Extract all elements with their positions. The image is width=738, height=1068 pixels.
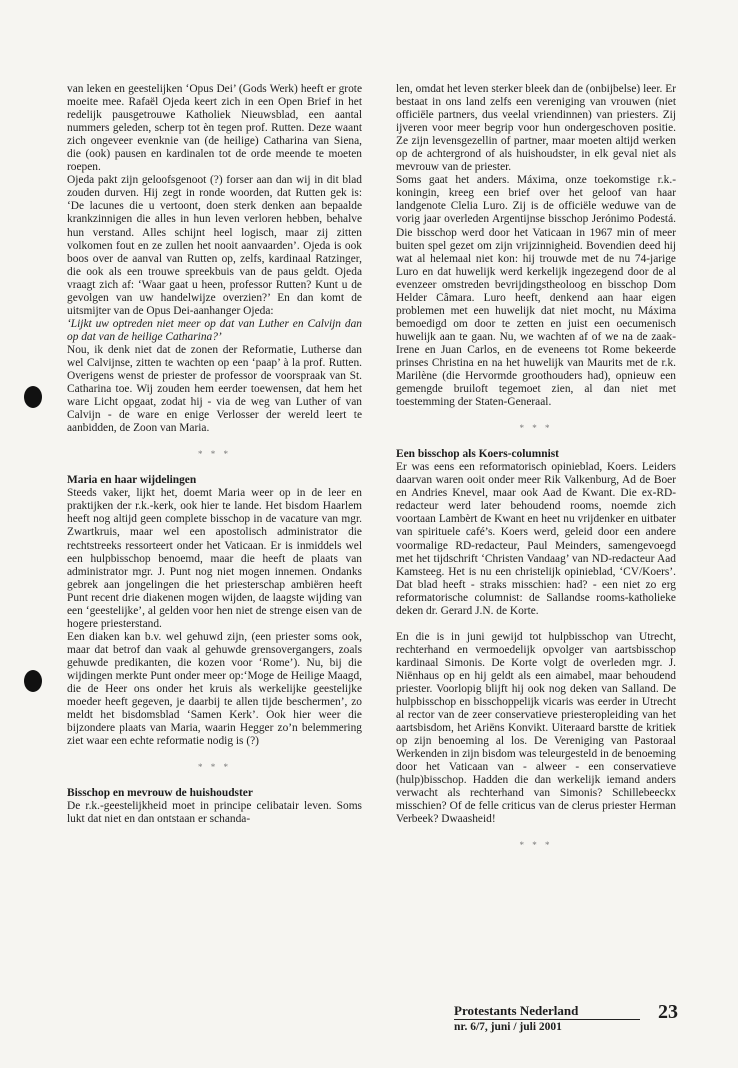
page-footer — [454, 1001, 694, 1033]
left-column — [67, 83, 362, 826]
body-paragraph: Soms gaat het anders. Máxima, onze toekomstige r.k.-koningin, kreeg een brief over het geloof van haar landgenote Clelia Luro. Zij is de officiële weduwe van de vorig jaar overleden Argentijnse bisschop Jerónimo Podestá. Die bisschop werd door het Vaticaan in 1967 min of meer buiten spel gezet om zijn vrijzinnigheid. Bovendien deed hij wat al helemaal niet kon: hij trouwde met de nu 74-jarige Luro en dat huwelijk werd kerkelijk ingezegend door de al evenzeer omstreden bevrijdingstheoloog en bisschop Dom Helder Câmara. Luro heeft, denkend aan haar eigen problemen met een huwelijk dat niet mocht, nu Máxima bemoedigd om door te zetten en juist een oecumenisch huwelijk aan te gaan. Nu, we wachten af of we na de zaak-Irene en Juan Carlos, en de eveneens tot Rome bekeerde prinses Christina en na het huwelijk van Maurits met de r.k. Marilène (die Hervormde groothouders had), opnieuw een gemengde bruiloft tegemoet zien, al dan niet met toestemming der Staten-Generaal. — [396, 174, 676, 409]
body-paragraph: van leken en geestelijken ‘Opus Dei’ (Gods Werk) heeft er grote moeite mee. Rafaël Ojeda keert zich in een Open Brief in het redelijk pausgetrouwe Katholiek Nieuwsblad, een aantal nummers geleden, scherp tot èn tegen prof. Rutten. Deze waant zich ongeveer evenknie van (de heilige) Catharina van Siena, die (ook) pausen en kardinalen tot de orde meende te moeten roepen. — [67, 83, 362, 174]
right-column — [396, 83, 676, 852]
section-heading: Een bisschop als Koers-columnist — [396, 448, 559, 461]
body-paragraph: De r.k.-geestelijkheid moet in principe celibatair leven. Soms lukt dat niet en dan ontstaan er schanda- — [67, 800, 362, 826]
section-heading: Maria en haar wijdelingen — [67, 474, 197, 487]
body-paragraph: Ojeda pakt zijn geloofsgenoot (?) forser aan dan wij in dit blad zouden durven. Hij zegt in ronde woorden, dat Rutten gek is: ‘De lacunes die u vertoont, doen sterk denken aan bepaalde krankzinnigen die alles in hun leven verloren hebben, behalve hun verstand. Alles schijnt heel logisch, maar zij zitten volkomen fout en ze zullen het nooit aanvaarden’. Ojeda is ook boos over de aanval van Rutten op, zelfs, kardinaal Ratzinger, die ook als een trouwe spreekbuis van de paus geldt. Ojeda vraagt zich af: ‘Waar gaat u heen, professor Rutten? Kunt u de gevolgen van uw handelwijze overzien?’ En dan komt de uitsmijter van de Opus Dei-aanhanger Ojeda: — [67, 174, 362, 317]
section-separator: * * * — [519, 840, 553, 851]
issue-info: nr. 6/7, juni / juli 2001 — [454, 1021, 562, 1033]
page-number: 23 — [658, 1001, 678, 1023]
section-separator: * * * — [519, 423, 553, 434]
binder-hole-bottom — [24, 670, 42, 692]
publication-name: Protestants Nederland — [454, 1003, 579, 1018]
footer-rule — [454, 1019, 640, 1020]
body-paragraph: Er was eens een reformatorisch opinieblad, Koers. Leiders daarvan waren ooit onder meer Rik Valkenburg, Ad de Boer en Andries Knevel, maar ook Aad de Kwant. Die ex-RD-redacteur werd later behoudend rooms, noemde zich voortaan Lambèrt de Kwant en heet nu vrijdenker en uitbater van spirituele café’s. Koers werd, geleid door een andere voormalige RD-redacteur, Paul Meinders, samengevoegd met het tijdschrift ‘Christen Vandaag’ van ND-redacteur Aad Kamsteeg. Het is nu een christelijk opinieblad, ‘CV/Koers’. Dat blad heeft - straks misschien: had? - een niet zo erg reformatorische columnist: de Sallandse rooms-katholieke deken dr. Gerard J.N. de Korte. — [396, 461, 676, 617]
quote-italic: ‘Lijkt uw optreden niet meer op dat van Luther en Calvijn dan op dat van de heilige Catharina?’ — [67, 317, 362, 343]
body-paragraph: Steeds vaker, lijkt het, doemt Maria weer op in de leer en praktijken der r.k.-kerk, ook hier te lande. Het bisdom Haarlem heeft nog altijd geen complete bisschop in de vacature van mgr. Zwartkruis, maar wel een apostolisch administrator die rechtstreeks ressorteert onder het Vaticaan. Er is inmiddels wel een hulpbisschop benoemd, maar die heeft de plaats van administrator mgr. J. Punt nog niet mogen innemen. Ondanks gebrek aan jongelingen die het priesterschap ambiëren heeft Punt recent drie diakenen mogen wijden, de laagste wijding van een ‘geestelijke’, al gelden voor hen niet de strenge eisen van de hogere priesterstand. — [67, 487, 362, 630]
body-paragraph: len, omdat het leven sterker bleek dan de (onbijbelse) leer. Er bestaat in ons land zelfs een vereniging van vrouwen (niet officiële partners, dus veelal vriendinnen) van priesters. Zij ijveren voor meer begrip voor hun ondergeschoven positie. Ze zijn levensgezellin of partner, maar moeten altijd werken op de achtergrond of als huishoudster, in elk geval niet als mevrouw van de priester. — [396, 83, 676, 174]
binder-hole-top — [24, 386, 42, 408]
section-separator: * * * — [198, 449, 231, 460]
section-separator: * * * — [198, 762, 231, 773]
body-paragraph: En die is in juni gewijd tot hulpbisschop van Utrecht, rechterhand en vermoedelijk opvolger van aartsbisschop kardinaal Simonis. De Korte volgt de overleden mgr. J. Niënhaus op en hij geldt als een aimabel, maar behoudend priester. Voorlopig blijft hij ook nog deken van Salland. De hulpbisschop en bisschoppelijk vicaris was eerder in Utrecht al rector van de zeer conservatieve priesteropleiding van het aartsbisdom, het Ariëns Konvikt. Uiteraard barstte de kritiek op zijn benoeming al los. De Vereniging van Pastoraal Werkenden in zijn bisdom was teleurgesteld in de benoeming door het Vaticaan van - alweer - een conservatieve (hulp)bisschop. Hadden die dan werkelijk iemand anders verwacht als rechterhand van Simonis? Schillebeeckx misschien? Of de felle criticus van de clerus priester Herman Verbeek? Dwaasheid! — [396, 630, 676, 826]
body-paragraph: Nou, ik denk niet dat de zonen der Reformatie, Lutherse dan wel Calvijnse, zitten te wachten op een ‘paap’ à la prof. Rutten. Overigens wenst de priester de professor de voorspraak van St. Catharina toe. Wij zouden hem eerder toewensen, dat hem het ware Licht opgaat, zodat hij - via de weg van Luther of van Calvijn - de ware en enige Verlosser der wereld leert te aanbidden, de Zoon van Maria. — [67, 343, 362, 435]
section-heading: Bisschop en mevrouw de huishoudster — [67, 787, 253, 800]
body-paragraph: Een diaken kan b.v. wel gehuwd zijn, (een priester soms ook, maar dat betrof dan vaak al gehuwde grensovergangers, zoals gehuwde predikanten, die kozen voor ‘Rome’). Nu, bij die wijdingen merkte Punt onder meer op:‘Moge de Heilige Maagd, die de Heer ons onder het kruis als werkelijke geestelijke moeder heeft gegeven, je daarbij te allen tijde beschermen’, zo meldt het bisdomsblad ‘Samen Kerk’. Ook hier weer die bijzondere plaats van Maria, waarin Hegger zo’n belemmering ziet waar een echte reformatie nodig is (?) — [67, 630, 362, 748]
